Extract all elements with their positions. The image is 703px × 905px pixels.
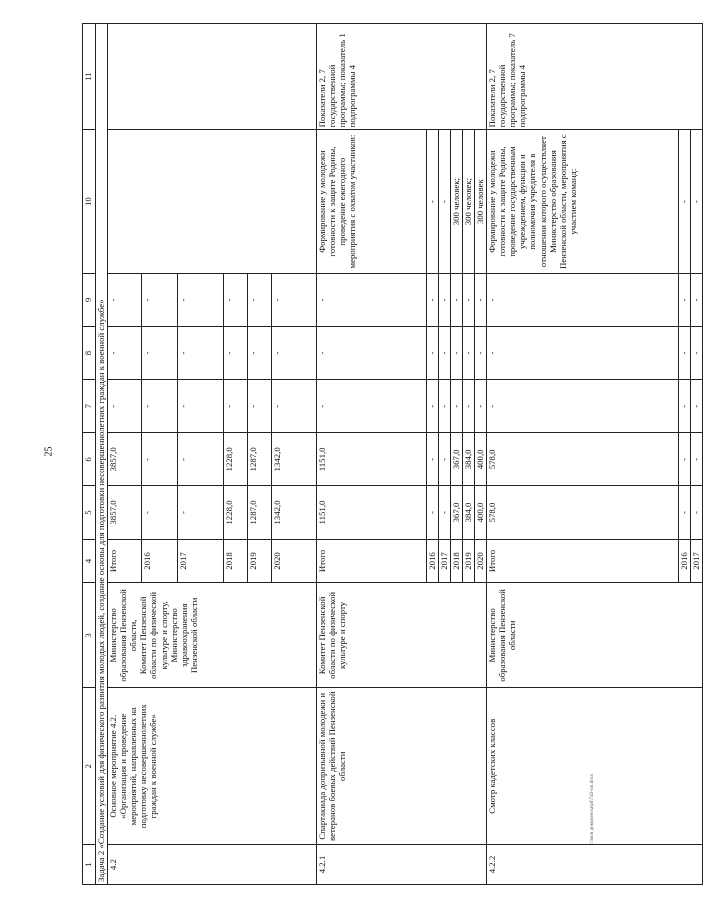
- value-cell: -: [178, 486, 224, 539]
- value-cell: -: [142, 327, 178, 380]
- value-cell: -: [487, 327, 679, 380]
- value-cell: -: [272, 327, 317, 380]
- result-cell: 300 человек;: [451, 130, 463, 274]
- value-cell: -: [691, 486, 703, 539]
- value-cell: -: [427, 273, 439, 326]
- result-cell: Формирование у молодежи готовности к защите Родины, проведение ежегодного мероприятия с охватом участников:: [317, 130, 427, 274]
- value-cell: -: [439, 380, 451, 433]
- year-cell: 2017: [439, 539, 451, 583]
- value-cell: 1151,0: [317, 486, 427, 539]
- value-cell: -: [679, 433, 691, 486]
- year-cell: 2018: [224, 539, 248, 583]
- task-row: [96, 24, 108, 885]
- indicator-cell: Показатели 2, 7 государственной программы; показатель 1 подпрограммы 4: [317, 24, 487, 130]
- value-cell: 578,0: [487, 486, 679, 539]
- item-number: 4.2.1: [317, 845, 487, 885]
- table-viewport: [82, 23, 701, 885]
- task-title: Задача 2 «Создание условий для физического развития молодых людей, создание основы для подготовки несовершеннолетних граждан к военной службе»: [96, 24, 108, 885]
- header-cell: 9: [83, 273, 96, 326]
- value-cell: -: [108, 380, 142, 433]
- value-cell: -: [679, 380, 691, 433]
- value-cell: 578,0: [487, 433, 679, 486]
- value-cell: 400,0: [475, 433, 487, 486]
- value-cell: -: [178, 273, 224, 326]
- executor-cell: Министерство образования Пензенской области: [487, 583, 703, 688]
- value-cell: -: [178, 327, 224, 380]
- year-cell: 2020: [475, 539, 487, 583]
- value-cell: -: [679, 273, 691, 326]
- table-row: [317, 24, 427, 885]
- value-cell: -: [439, 433, 451, 486]
- footer-path: c:\мои документы\pd\743-пп.docx: [590, 773, 595, 845]
- value-cell: 1287,0: [248, 486, 272, 539]
- value-cell: -: [679, 486, 691, 539]
- value-cell: 1151,0: [317, 433, 427, 486]
- item-name: Смотр кадетских классов: [487, 688, 703, 845]
- year-cell: 2019: [248, 539, 272, 583]
- value-cell: -: [317, 273, 427, 326]
- header-cell: 3: [83, 583, 96, 688]
- value-cell: -: [475, 327, 487, 380]
- value-cell: -: [451, 273, 463, 326]
- value-cell: -: [178, 433, 224, 486]
- result-cell: [108, 130, 317, 274]
- table-row: [487, 24, 679, 885]
- value-cell: -: [463, 273, 475, 326]
- header-cell: 2: [83, 688, 96, 845]
- value-cell: -: [439, 486, 451, 539]
- header-cell: 11: [83, 24, 96, 130]
- value-cell: 400,0: [475, 486, 487, 539]
- result-cell: -: [439, 130, 451, 274]
- value-cell: 367,0: [451, 486, 463, 539]
- year-cell: 2019: [463, 539, 475, 583]
- value-cell: -: [691, 327, 703, 380]
- value-cell: -: [427, 380, 439, 433]
- year-cell: Итого: [487, 539, 679, 583]
- value-cell: 1342,0: [272, 486, 317, 539]
- executor-2: Комитет Пензенской области по физической культуре и спорту,: [138, 591, 169, 679]
- item-name: Основное мероприятие 4.2. «Организация и проведение мероприятий, направленных на подготовку несовершеннолетних граждан к военной службе»: [108, 688, 317, 845]
- value-cell: -: [463, 327, 475, 380]
- value-cell: -: [142, 273, 178, 326]
- value-cell: -: [691, 380, 703, 433]
- value-cell: 3857,0: [108, 486, 142, 539]
- value-cell: -: [317, 327, 427, 380]
- value-cell: -: [272, 380, 317, 433]
- header-cell: 8: [83, 327, 96, 380]
- value-cell: 1342,0: [272, 433, 317, 486]
- value-cell: -: [475, 273, 487, 326]
- value-cell: -: [679, 327, 691, 380]
- year-cell: 2017: [178, 539, 224, 583]
- value-cell: -: [224, 327, 248, 380]
- item-number: 4.2: [108, 845, 317, 885]
- value-cell: -: [427, 433, 439, 486]
- value-cell: -: [142, 380, 178, 433]
- value-cell: -: [487, 380, 679, 433]
- value-cell: -: [224, 380, 248, 433]
- header-cell: 4: [83, 539, 96, 583]
- item-name: Спартакиада допризывной молодежи и ветеранов боевых действий Пензенской области: [317, 688, 487, 845]
- value-cell: -: [248, 273, 272, 326]
- year-cell: 2016: [679, 539, 691, 583]
- header-cell: 7: [83, 380, 96, 433]
- value-cell: -: [108, 327, 142, 380]
- value-cell: -: [691, 433, 703, 486]
- program-table: [82, 23, 703, 885]
- header-row: [83, 24, 96, 885]
- executor-3: Министерство здравоохранения Пензенской области: [168, 597, 199, 674]
- item-number: 4.2.2: [487, 845, 703, 885]
- value-cell: -: [691, 273, 703, 326]
- executor-cell: Комитет Пензенской области по физической культуре и спорту: [317, 583, 487, 688]
- value-cell: -: [272, 273, 317, 326]
- header-cell: 6: [83, 433, 96, 486]
- indicator-cell: [108, 24, 317, 130]
- page-number: 25: [43, 446, 55, 457]
- table-row: [108, 24, 142, 885]
- executor-cell: [108, 583, 317, 688]
- year-cell: 2016: [142, 539, 178, 583]
- year-cell: Итого: [108, 539, 142, 583]
- header-cell: 10: [83, 130, 96, 274]
- value-cell: 367,0: [451, 433, 463, 486]
- result-cell: 300 человек: [475, 130, 487, 274]
- value-cell: -: [475, 380, 487, 433]
- header-cell: 1: [83, 845, 96, 885]
- value-cell: -: [487, 273, 679, 326]
- value-cell: -: [439, 327, 451, 380]
- value-cell: -: [427, 327, 439, 380]
- year-cell: 2017: [691, 539, 703, 583]
- value-cell: -: [178, 380, 224, 433]
- year-cell: 2018: [451, 539, 463, 583]
- value-cell: -: [451, 380, 463, 433]
- value-cell: 384,0: [463, 433, 475, 486]
- value-cell: -: [108, 273, 142, 326]
- value-cell: 384,0: [463, 486, 475, 539]
- value-cell: -: [463, 380, 475, 433]
- result-cell: -: [427, 130, 439, 274]
- value-cell: -: [439, 273, 451, 326]
- value-cell: 1228,0: [224, 433, 248, 486]
- value-cell: 3857,0: [108, 433, 142, 486]
- value-cell: 1228,0: [224, 486, 248, 539]
- result-cell: Формирование у молодежи готовности к защите Родины, проведение государственным учреждением, функции и полномочия учредителя в отношении которого осуществляет Министерство образования Пензенской области, мероприятия с участием команд:: [487, 130, 679, 274]
- executor-1: Министерство образования Пензенской области,: [108, 589, 139, 682]
- year-cell: 2020: [272, 539, 317, 583]
- value-cell: -: [142, 433, 178, 486]
- result-cell: -: [679, 130, 691, 274]
- header-cell: 5: [83, 486, 96, 539]
- year-cell: Итого: [317, 539, 427, 583]
- value-cell: -: [248, 327, 272, 380]
- indicator-cell: Показатели 2, 7 государственной программы; показатель 7 подпрограммы 4: [487, 24, 703, 130]
- value-cell: -: [142, 486, 178, 539]
- value-cell: -: [248, 380, 272, 433]
- value-cell: 1287,0: [248, 433, 272, 486]
- rotated-page: [82, 23, 701, 885]
- result-cell: 300 человек;: [463, 130, 475, 274]
- value-cell: -: [317, 380, 427, 433]
- value-cell: -: [427, 486, 439, 539]
- value-cell: -: [224, 273, 248, 326]
- result-cell: -: [691, 130, 703, 274]
- year-cell: 2016: [427, 539, 439, 583]
- value-cell: -: [451, 327, 463, 380]
